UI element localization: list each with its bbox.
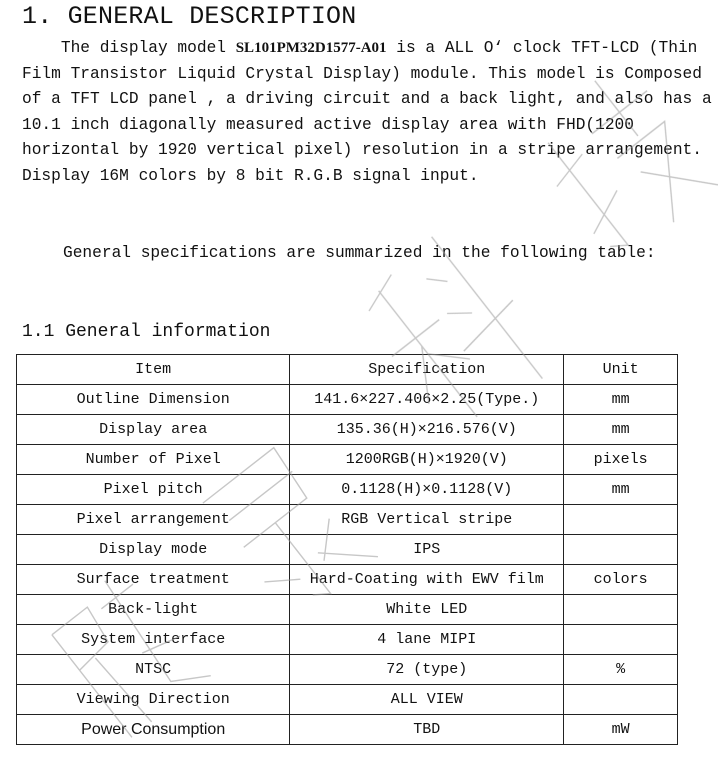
- cell-item: Power Consumption: [17, 715, 290, 745]
- cell-unit: [564, 595, 678, 625]
- header-specification: Specification: [290, 355, 564, 385]
- cell-unit: [564, 535, 678, 565]
- cell-item: System interface: [17, 625, 290, 655]
- cell-unit: mW: [564, 715, 678, 745]
- table-row: [17, 415, 678, 445]
- cell-spec: White LED: [290, 595, 564, 625]
- cell-spec: 4 lane MIPI: [290, 625, 564, 655]
- table-row: [17, 715, 678, 745]
- cell-unit: [564, 505, 678, 535]
- cell-spec: Hard-Coating with EWV film: [290, 565, 564, 595]
- general-info-table: [16, 354, 678, 745]
- subsection-title: 1.1 General information: [22, 322, 271, 342]
- cell-unit: colors: [564, 565, 678, 595]
- table-row: [17, 565, 678, 595]
- cell-unit: pixels: [564, 445, 678, 475]
- cell-item: Pixel pitch: [17, 475, 290, 505]
- cell-spec: 1200RGB(H)×1920(V): [290, 445, 564, 475]
- cell-spec: 135.36(H)×216.576(V): [290, 415, 564, 445]
- table-row: [17, 595, 678, 625]
- header-item: Item: [17, 355, 290, 385]
- table-row: [17, 685, 678, 715]
- table-row: [17, 445, 678, 475]
- cell-spec: ALL VIEW: [290, 685, 564, 715]
- description-paragraph: [22, 36, 712, 190]
- cell-spec: 0.1128(H)×0.1128(V): [290, 475, 564, 505]
- description-prefix: The display model: [22, 39, 236, 57]
- table-row: [17, 385, 678, 415]
- cell-spec: IPS: [290, 535, 564, 565]
- cell-unit: mm: [564, 475, 678, 505]
- table-row: [17, 475, 678, 505]
- cell-item: Pixel arrangement: [17, 505, 290, 535]
- description-body: is a ALL O‘ clock TFT-LCD (Thin Film Transistor Liquid Crystal Display) module. This model is Composed of a TFT LCD panel , a driving circuit and a back light, and also has a 10.1 inch diagonally measured active display area with FHD(1200 horizontal by 1920 vertical pixel) resolution in a stripe arrangement. Display 16M colors by 8 bit R.G.B signal input.: [22, 39, 712, 185]
- table-row: [17, 505, 678, 535]
- cell-unit: [564, 625, 678, 655]
- cell-item: Viewing Direction: [17, 685, 290, 715]
- cell-item: Display mode: [17, 535, 290, 565]
- header-unit: Unit: [564, 355, 678, 385]
- cell-spec: TBD: [290, 715, 564, 745]
- table-row: [17, 655, 678, 685]
- cell-item: Surface treatment: [17, 565, 290, 595]
- cell-unit: mm: [564, 385, 678, 415]
- cell-item: NTSC: [17, 655, 290, 685]
- cell-spec: RGB Vertical stripe: [290, 505, 564, 535]
- section-title: 1. GENERAL DESCRIPTION: [22, 2, 357, 31]
- cell-spec: 141.6×227.406×2.25(Type.): [290, 385, 564, 415]
- cell-item: Display area: [17, 415, 290, 445]
- table-row: [17, 625, 678, 655]
- model-number: SL101PM32D1577-A01: [235, 40, 387, 56]
- table-header-row: [17, 355, 678, 385]
- cell-item: Outline Dimension: [17, 385, 290, 415]
- summary-line: General specifications are summarized in the following table:: [63, 244, 656, 262]
- cell-unit: %: [564, 655, 678, 685]
- cell-unit: mm: [564, 415, 678, 445]
- cell-spec: 72 (type): [290, 655, 564, 685]
- cell-item: Back-light: [17, 595, 290, 625]
- cell-item: Number of Pixel: [17, 445, 290, 475]
- table-row: [17, 535, 678, 565]
- cell-unit: [564, 685, 678, 715]
